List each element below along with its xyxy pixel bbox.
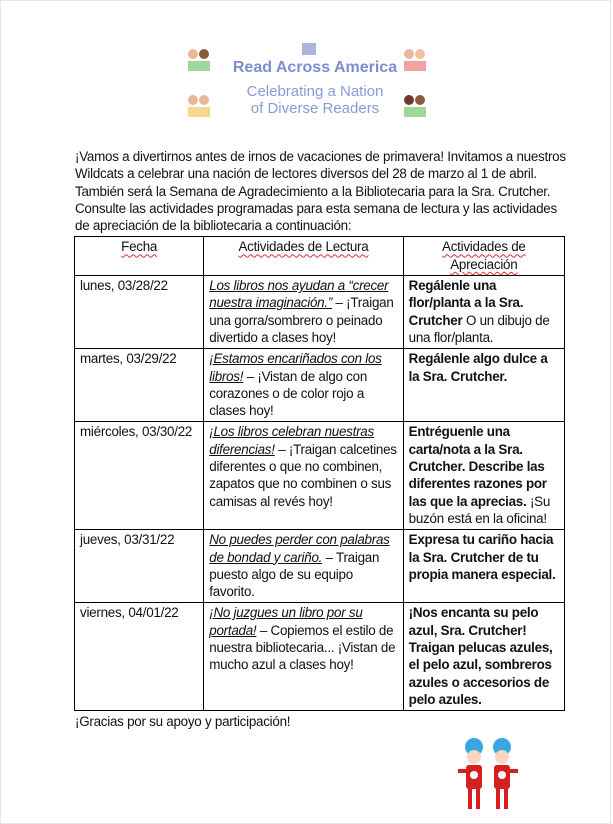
header-fecha: Fecha [75, 237, 204, 276]
reading-theme: ¡Estamos encariñados con los libros! [209, 351, 382, 384]
reading-activity-cell [204, 603, 403, 711]
reading-theme: Los libros nos ayudan a “crecer nuestra imaginación.” [209, 278, 389, 311]
activities-table [74, 236, 565, 711]
reading-instruction: – ¡Traigan calcetines diferentes o que no combinen, zapatos que no combinen o sus camisas al revés hoy! [209, 441, 397, 509]
banner-subtitle [230, 83, 400, 117]
kids-reading-illustration [186, 49, 212, 75]
subtitle-line-1: Celebrating a Nation [246, 83, 384, 100]
table-row [75, 530, 565, 603]
kids-reading-illustration [402, 95, 428, 121]
appreciation-main: Regálenle una flor/planta a la Sra. Crutcher [408, 278, 524, 328]
reading-instruction: – Copiemos el estilo de nuestra bibliotecaria... ¡Vistan de mucho azul a clases hoy! [209, 622, 396, 673]
date-cell: miércoles, 03/30/22 [75, 422, 204, 530]
read-across-america-banner [186, 39, 436, 125]
table-row [75, 276, 565, 349]
date-cell: lunes, 03/28/22 [75, 276, 204, 349]
thing-one-thing-two-illustration [456, 735, 520, 815]
document-body [74, 148, 566, 815]
reading-theme: ¡No juzgues un libro por su portada! [209, 605, 363, 638]
kids-reading-illustration [186, 95, 212, 121]
header-lectura: Actividades de Lectura [204, 237, 403, 276]
reading-activity-cell [204, 530, 403, 603]
reading-activity-cell [204, 349, 403, 422]
appreciation-extra: ¡Su buzón está en la oficina! [408, 493, 551, 526]
table-row [75, 603, 565, 711]
reading-instruction: – ¡Vistan de algo con corazones o de color rojo a clases hoy! [209, 368, 368, 419]
reading-instruction: – Traigan puesto algo de su equipo favorito. [209, 549, 380, 600]
closing-text: ¡Gracias por su apoyo y participación! [75, 714, 291, 730]
appreciation-activity-cell [403, 530, 564, 603]
appreciation-activity-cell [403, 349, 564, 422]
kids-reading-illustration [402, 49, 428, 75]
appreciation-extra: O un dibujo de una flor/planta. [408, 312, 550, 345]
date-cell: jueves, 03/31/22 [75, 530, 204, 603]
table-row [75, 422, 565, 530]
table-header-row [75, 237, 565, 276]
appreciation-activity-cell [403, 276, 564, 349]
reading-theme: ¡Los libros celebran nuestras diferencias! [209, 424, 374, 457]
banner-title: Read Across America [232, 59, 398, 76]
reading-theme: No puedes perder con palabras de bondad y cariño. [209, 532, 390, 565]
appreciation-main: ¡Nos encanta su pelo azul, Sra. Crutcher! Traigan pelucas azules, el pelo azul, sombreros azules o accesorios de pelo azules. [408, 605, 553, 707]
appreciation-main: Regálenle algo dulce a la Sra. Crutcher. [408, 351, 548, 384]
appreciation-activity-cell [403, 603, 564, 711]
reading-instruction: – ¡Traigan una gorra/sombrero o peinado divertido a clases hoy! [209, 295, 394, 345]
header-apreciacion: Actividades de Apreciación [403, 237, 564, 276]
appreciation-main: Expresa tu cariño hacia la Sra. Crutcher de tu propia manera especial. [408, 532, 556, 582]
nea-logo [302, 43, 316, 55]
table-row [75, 349, 565, 422]
intro-paragraph: ¡Vamos a divertirnos antes de irnos de vacaciones de primavera! Invitamos a nuestros Wildcats a celebrar una nación de lectores diversos del 28 de marzo al 1 de abril. También será la Semana de Agradecimiento a la Bibliotecaria para la Sra. Crutcher. Consulte las actividades programadas para esta semana de lectura y las actividades de apreciación de la bibliotecaria a continuación: [75, 149, 566, 234]
date-cell: viernes, 04/01/22 [75, 603, 204, 711]
reading-activity-cell [204, 276, 403, 349]
subtitle-line-2: of Diverse Readers [250, 100, 380, 117]
reading-activity-cell [204, 422, 403, 530]
appreciation-main: Entréguenle una carta/nota a la Sra. Crutcher. Describe las diferentes razones por las que la aprecias. [408, 424, 547, 509]
appreciation-activity-cell [403, 422, 564, 530]
date-cell: martes, 03/29/22 [75, 349, 204, 422]
